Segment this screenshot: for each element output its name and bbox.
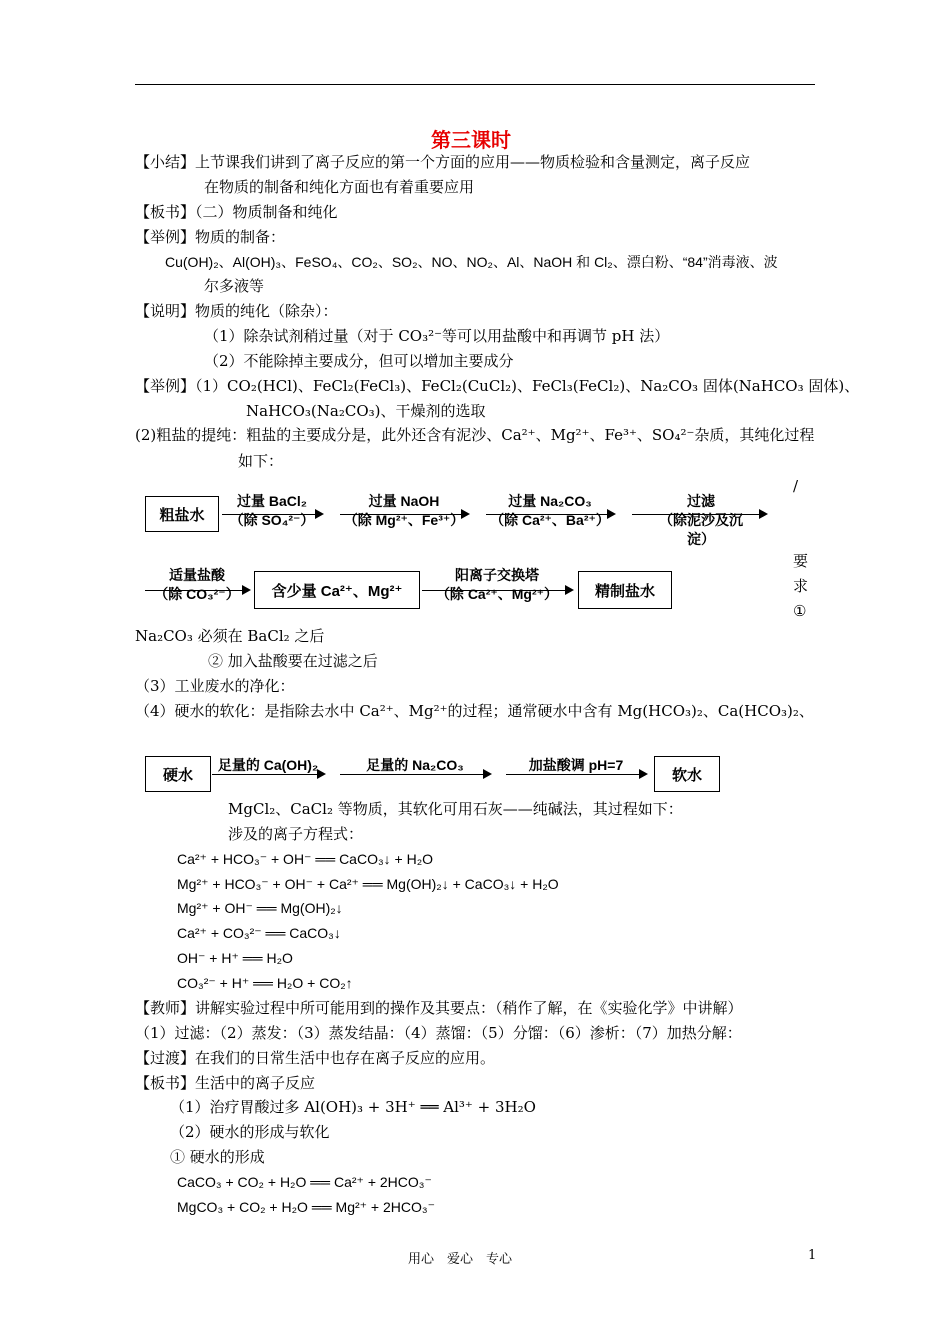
teacher-line: 【教师】讲解实验过程中所可能用到的操作及其要点：（稍作了解，在《实验化学》中讲解）: [135, 999, 743, 1017]
flow2-box-start: 硬水: [145, 756, 211, 792]
flow2-box-end: 软水: [654, 756, 720, 792]
form-equation-2: MgCO₃ + CO₂ + H₂O ══ Mg²⁺ + 2HCO₃⁻: [177, 1199, 435, 1215]
page-title: 第三课时: [431, 128, 511, 152]
flow1-step2-label: 过量 NaOH （除 Mg²⁺、Fe³⁺）: [343, 493, 465, 528]
side-req-2: 求: [793, 577, 809, 595]
ion-equation: Ca²⁺ + HCO₃⁻ + OH⁻ ══ CaCO₃↓ + H₂O: [177, 851, 434, 867]
example2-line-1: 【举例】（1）CO₂(HCl)、FeCl₂(FeCl₃)、FeCl₂(CuCl₂)、FeCl₃(FeCl₂)、Na₂CO₃ 固体(NaHCO₃ 固体)、: [135, 377, 860, 395]
flow1-arrow-3: [486, 514, 614, 515]
flow2-arrow-3: [506, 774, 646, 775]
salt-line-1: (2)粗盐的提纯：粗盐的主要成分是，此外还含有泥沙、Ca²⁺、Mg²⁺、Fe³⁺、SO₄²⁻杂质，其纯化过程: [135, 426, 815, 444]
footer-center: 用心 爱心 专心: [408, 1252, 513, 1267]
board-line-1: 【板书】（二）物质制备和纯化: [135, 203, 338, 221]
flow2-step1-label: 足量的 Ca(OH)₂: [217, 757, 319, 773]
life-line-1: （1）治疗胃酸过多 Al(OH)₃ + 3H⁺ ══ Al³⁺ + 3H₂O: [170, 1098, 536, 1116]
side-req-1: 要: [793, 552, 809, 570]
example2-line-2: NaHCO₃(Na₂CO₃)、干燥剂的选取: [246, 402, 486, 420]
flow1-arrow-1: [222, 514, 322, 515]
flow1-box-end: 精制盐水: [578, 571, 672, 609]
explain-item-2: （2）不能除掉主要成分，但可以增加主要成分: [204, 352, 514, 370]
transition-line: 【过渡】在我们的日常生活中也存在离子反应的应用。: [135, 1049, 496, 1067]
flow2-step3-label: 加盐酸调 pH=7: [528, 757, 624, 773]
waste-line: （3）工业废水的净化：: [135, 677, 295, 695]
example-line-1: 【举例】物质的制备：: [135, 228, 286, 246]
ion-equation: CO₃²⁻ + H⁺ ══ H₂O + CO₂↑: [177, 975, 353, 991]
board-line-2: 【板书】生活中的离子反应: [135, 1074, 316, 1092]
form-equation-1: CaCO₃ + CO₂ + H₂O ══ Ca²⁺ + 2HCO₃⁻: [177, 1174, 432, 1190]
header-rule: [135, 84, 815, 85]
flow1-arrow-4: [632, 514, 766, 515]
hard-line-1: （4）硬水的软化：是指除去水中 Ca²⁺、Mg²⁺的过程；通常硬水中含有 Mg(HCO₃)₂、Ca(HCO₃)₂、: [135, 702, 814, 720]
example-list-1: Cu(OH)₂、Al(OH)₃、FeSO₄、CO₂、SO₂、NO、NO₂、Al、NaOH 和 Cl₂、漂白粉、“84”消毒液、波: [165, 254, 778, 270]
flow1-step3-label: 过量 Na₂CO₃ （除 Ca²⁺、Ba²⁺）: [490, 493, 610, 528]
side-req-3: ①: [793, 602, 807, 620]
flow1-box-start: 粗盐水: [145, 496, 219, 532]
flow2-arrow-2: [340, 774, 490, 775]
flow1-step1-label: 过量 BaCl₂ （除 SO₄²⁻）: [229, 493, 315, 528]
ion-equation: Mg²⁺ + OH⁻ ══ Mg(OH)₂↓: [177, 900, 343, 916]
ion-equation: Mg²⁺ + HCO₃⁻ + OH⁻ + Ca²⁺ ══ Mg(OH)₂↓ + CaCO₃↓ + H₂O: [177, 876, 559, 892]
life-line-3: ① 硬水的形成: [170, 1148, 265, 1166]
ion-equation: OH⁻ + H⁺ ══ H₂O: [177, 950, 293, 966]
explain-line: 【说明】物质的纯化（除杂）：: [135, 302, 338, 320]
flow1-arrow-6: [422, 590, 572, 591]
salt-line-2: 如下：: [238, 452, 284, 470]
req-line-1: Na₂CO₃ 必须在 BaCl₂ 之后: [135, 627, 325, 645]
req-line-2: ② 加入盐酸要在过滤之后: [208, 652, 378, 670]
page-number: 1: [808, 1248, 817, 1263]
hard-line-2: MgCl₂、CaCl₂ 等物质，其软化可用石灰——纯碱法，其过程如下：: [228, 800, 683, 818]
flow1-arrow-5: [145, 590, 249, 591]
life-line-2: （2）硬水的形成与软化: [170, 1123, 330, 1141]
ion-eq-intro: 涉及的离子方程式：: [228, 825, 364, 843]
side-slash: /: [793, 477, 799, 495]
ion-equation: Ca²⁺ + CO₃²⁻ ══ CaCO₃↓: [177, 925, 341, 941]
summary-line-2: 在物质的制备和纯化方面也有着重要应用: [204, 178, 475, 196]
flow1-arrow-2: [340, 514, 468, 515]
flow1-step4-label: 过滤 （除泥沙及沉 淀）: [659, 493, 743, 547]
ops-line: （1）过滤：（2）蒸发：（3）蒸发结晶：（4）蒸馏：（5）分馏：（6）渗析：（7）加热分解：: [135, 1024, 742, 1042]
explain-item-1: （1）除杂试剂稍过量（对于 CO₃²⁻等可以用盐酸中和再调节 pH 法）: [204, 327, 670, 345]
summary-line-1: 【小结】上节课我们讲到了离子反应的第一个方面的应用——物质检验和含量测定，离子反应: [135, 153, 751, 171]
flow1-step6-label: 阳离子交换塔 （除 Ca²⁺、Mg²⁺）: [435, 567, 559, 602]
flow1-step5-label: 适量盐酸 （除 CO₃²⁻）: [154, 567, 240, 602]
flow2-arrow-1: [212, 774, 324, 775]
example-list-2: 尔多液等: [204, 277, 265, 295]
flow1-box-mid: 含少量 Ca²⁺、Mg²⁺: [254, 571, 420, 609]
flow2-step2-label: 足量的 Na₂CO₃: [366, 757, 464, 773]
